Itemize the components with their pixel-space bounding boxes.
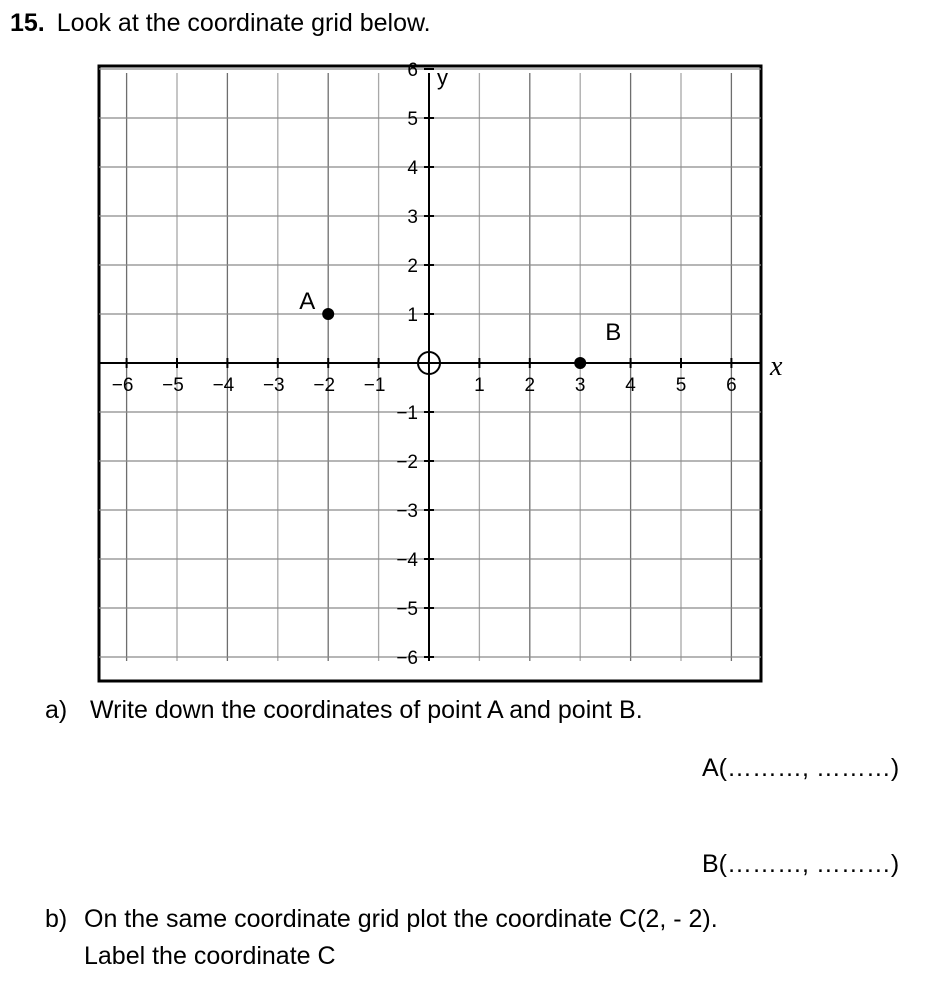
x-tick-label: −4: [212, 375, 235, 396]
part-b-question-line2: Label the coordinate C: [84, 942, 336, 970]
part-b-label: b): [45, 905, 68, 933]
y-tick-label: −1: [396, 403, 418, 424]
part-b-question-line1: [45, 904, 718, 934]
y-tick-label: −3: [396, 501, 418, 522]
point-b: [574, 357, 586, 369]
x-axis-label: x: [770, 351, 783, 382]
x-tick-label: 5: [675, 375, 687, 396]
y-tick-label: −6: [396, 648, 418, 669]
question-number: 15.: [10, 9, 45, 37]
part-a-label: a): [45, 696, 68, 724]
x-tick-label: 4: [625, 375, 636, 396]
y-tick-label: 5: [407, 109, 418, 130]
y-tick-label: 2: [407, 256, 418, 277]
y-tick-label: −2: [396, 452, 418, 473]
part-a-question: [45, 695, 643, 725]
y-tick-label: 3: [407, 207, 418, 228]
y-tick-label: 6: [407, 60, 418, 81]
answer-b-field[interactable]: B(………, ………): [702, 850, 900, 878]
question-text: Look at the coordinate grid below.: [56, 9, 431, 37]
y-tick-label: 4: [407, 158, 418, 179]
part-a-text: Write down the coordinates of point A and point B.: [90, 696, 643, 724]
x-tick-label: 3: [574, 375, 586, 396]
x-tick-label: 1: [474, 375, 485, 396]
x-tick-label: −2: [313, 375, 336, 396]
answer-a-field[interactable]: A(………, ………): [702, 754, 900, 782]
x-tick-label: −1: [363, 375, 386, 396]
y-tick-label: 1: [407, 305, 418, 326]
part-b-text-line1: On the same coordinate grid plot the coordinate C(2, - 2).: [84, 905, 718, 933]
y-tick-label: −4: [396, 550, 418, 571]
y-tick-label: −5: [396, 599, 418, 620]
x-tick-label: 6: [726, 375, 737, 396]
point-label-b: B: [605, 319, 622, 346]
point-a: [322, 308, 334, 320]
x-tick-label: −3: [262, 375, 285, 396]
x-tick-label: 2: [524, 375, 536, 396]
point-label-a: A: [299, 288, 316, 315]
y-axis-label: y: [437, 65, 448, 90]
x-tick-label: −6: [111, 375, 134, 396]
x-tick-label: −5: [162, 375, 184, 396]
